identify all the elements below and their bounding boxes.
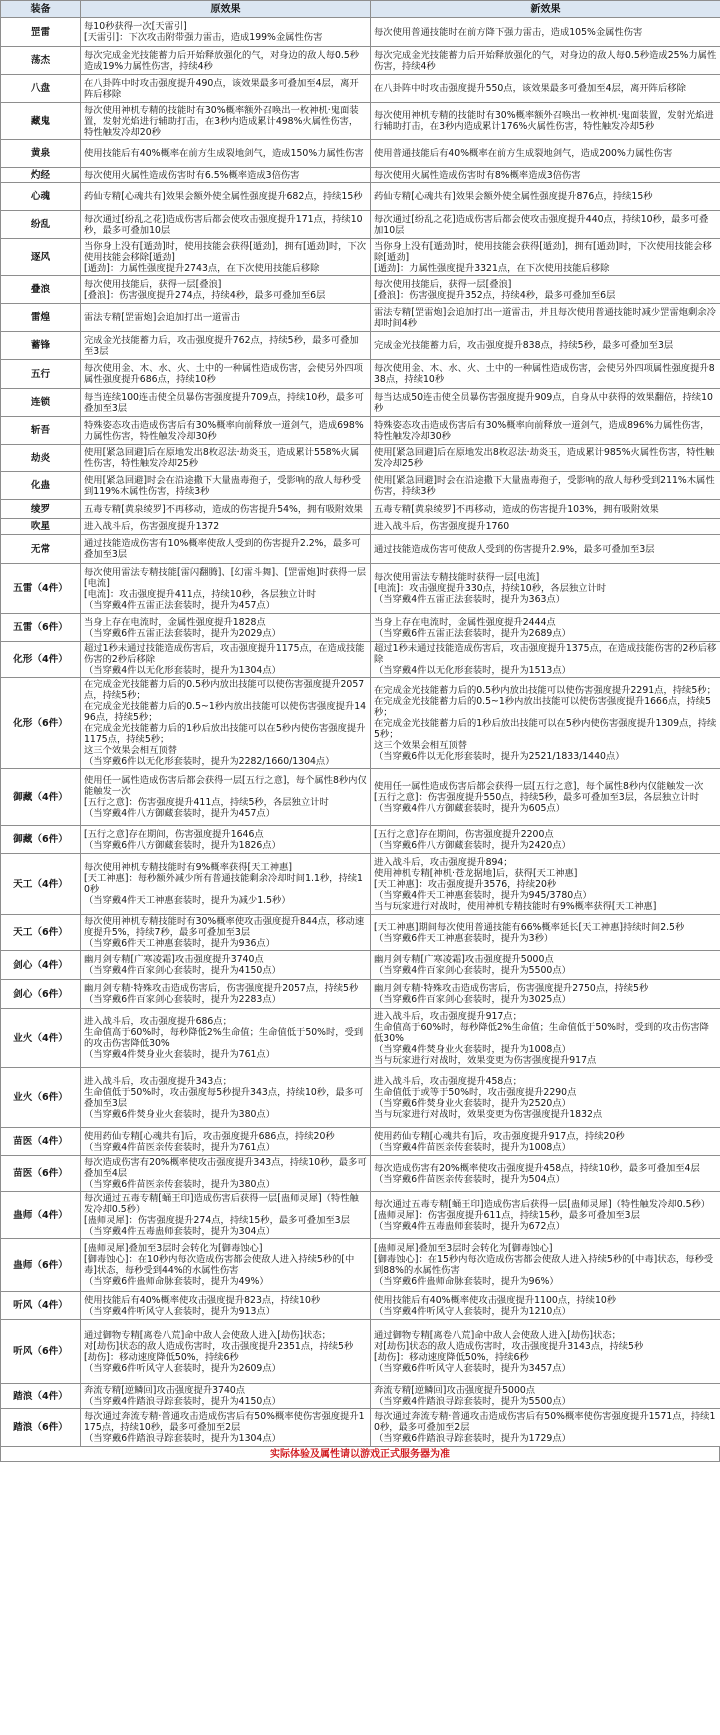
new-effect-cell: 五毒专精[黄泉绫罗]不再移动，造成的伤害提升103%，拥有吸附效果 [371, 500, 720, 519]
equipment-name: 业火（4件） [1, 1009, 81, 1068]
equipment-name: 苗医（4件） [1, 1128, 81, 1156]
table-row [1, 642, 720, 678]
table-row [1, 535, 720, 564]
new-effect-cell: 通过技能造成伤害可使敌人受到的伤害提升2.9%，最多可叠加至3层 [371, 535, 720, 564]
new-effect-cell: 进入战斗后，攻击强度提升894； 使用神机专精[神机·苍龙据地]后，获得[天工神惠] [天工神惠]：攻击强度提升3576，持续20秒 （当穿戴4件天工神惠套装时，提升为945/3780点） 当与玩家进行对战时，使用神机专精技能时有9%概率获得[天工神惠] [371, 854, 720, 915]
table-row [1, 519, 720, 535]
header-equipment: 装备 [1, 1, 81, 18]
original-effect-cell: 幽月剑专精·特殊攻击造成伤害后，伤害强度提升2057点，持续5秒 （当穿戴6件百家剑心套装时，提升为2283点） [81, 980, 371, 1009]
new-effect-cell: 每次使用火属性造成伤害时有8%概率造成3倍伤害 [371, 168, 720, 183]
new-effect-cell: 使用任一属性造成伤害后都会获得一层[五行之意]，每个属性8秒内仅能触发一次 [五行之意]：伤害强度提升550点，持续5秒，最多可叠加至3层，各层独立计时 （当穿戴4件八方御藏套装时，提升为605点） [371, 769, 720, 826]
new-effect-cell: 在完成金光技能蓄力后的0.5秒内放出技能可以使伤害强度提升2291点，持续5秒； 在完成金光技能蓄力后的0.5~1秒内放出技能可以使伤害强度提升1666点，持续5秒； 在完成金光技能蓄力后的1秒后放出技能可以在5秒内使伤害强度提升1309点，持续5秒； 这三个效果会相互顶替 （当穿戴6件以无化形套装时，提升为2521/1833/1440点） [371, 678, 720, 769]
table-row [1, 1009, 720, 1068]
new-effect-cell: 药仙专精[心魂共有]效果会额外使全属性强度提升876点，持续15秒 [371, 183, 720, 211]
original-effect-cell: 药仙专精[心魂共有]效果会额外使全属性强度提升682点，持续15秒 [81, 183, 371, 211]
original-effect-cell: 进入战斗后，伤害强度提升1372 [81, 519, 371, 535]
new-effect-cell: 使用普通技能后有40%概率在前方生成裂地剑气，造成200%力属性伤害 [371, 140, 720, 168]
original-effect-cell: 每次通过奔流专精·普通攻击造成伤害后有50%概率使伤害强度提升1175点，持续10秒，最多可叠加至2层 （当穿戴6件踏浪寻踪套装时，提升为1304点） [81, 1409, 371, 1447]
original-effect-cell: 每次完成金光技能蓄力后开始释放强化的气，对身边的敌人每0.5秒造成19%力属性伤害，持续4秒 [81, 47, 371, 75]
new-effect-cell: [蛊师灵犀]叠加至3层时会转化为[御毒蚀心] [御毒蚀心]：在15秒内每次造成伤害都会使敌人进入持续5秒的[中毒]状态，每秒受到88%的水属性伤害 （当穿戴6件蛊师命脉套装时，提升为96%） [371, 1239, 720, 1292]
equipment-name: 御藏（6件） [1, 826, 81, 854]
equipment-name: 逐风 [1, 239, 81, 276]
original-effect-cell: 通过御物专精[离卷八荒]命中敌人会使敌人进入[劫伤]状态； 对[劫伤]状态的敌人造成伤害时，攻击强度提升2351点，持续5秒 [劫伤]：移动速度降低50%，持续6秒 （当穿戴6件听风守人套装时，提升为2609点） [81, 1320, 371, 1384]
table-row [1, 915, 720, 951]
table-row [1, 417, 720, 445]
equipment-name: 天工（6件） [1, 915, 81, 951]
table-row [1, 1320, 720, 1384]
original-effect-cell: 幽月剑专精[广寒凌霜]攻击强度提升3740点 （当穿戴4件百家剑心套装时，提升为4150点） [81, 951, 371, 980]
table-row [1, 951, 720, 980]
new-effect-cell: 在八卦阵中时攻击强度提升550点，该效果最多可叠加至4层，离开阵后移除 [371, 75, 720, 103]
equipment-name: 蛊师（6件） [1, 1239, 81, 1292]
table-row [1, 332, 720, 360]
original-effect-cell: 每次通过[纷乱之花]造成伤害后都会使攻击强度提升171点，持续10秒，最多可叠加10层 [81, 211, 371, 239]
original-effect-cell: 超过1秒未通过技能造成伤害后，攻击强度提升1175点，在造成技能伤害的2秒后移除 （当穿戴4件以无化形套装时，提升为1304点） [81, 642, 371, 678]
equipment-name: 剑心（6件） [1, 980, 81, 1009]
new-effect-cell: 每次造成伤害有20%概率使攻击强度提升458点，持续10秒，最多可叠加至4层 （当穿戴6件苗医亲传套装时，提升为504点） [371, 1156, 720, 1192]
table-row [1, 500, 720, 519]
equipment-name: 叠浪 [1, 276, 81, 304]
table-row [1, 360, 720, 389]
new-effect-cell: [五行之意]存在期间，伤害强度提升2200点 （当穿戴6件八方御藏套装时，提升为2420点） [371, 826, 720, 854]
header-original-effect: 原效果 [81, 1, 371, 18]
new-effect-cell: 每次使用技能后，获得一层[叠浪] [叠浪]：伤害强度提升352点，持续4秒，最多可叠加至6层 [371, 276, 720, 304]
original-effect-cell: 每次使用神机专精技能时有9%概率获得[天工神惠] [天工神惠]：每秒额外减少所有普通技能剩余冷却时间1.1秒，持续10秒 （当穿戴4件天工神惠套装时，提升为减少1.5秒） [81, 854, 371, 915]
original-effect-cell: 当你身上没有[遁劲]时，使用技能会获得[遁劲]，拥有[遁劲]时，下次使用技能会移除[遁劲] [遁劲]：力属性强度提升2743点，在下次使用技能后移除 [81, 239, 371, 276]
new-effect-cell: 特殊姿态攻击造成伤害后有30%概率向前释放一道剑气，造成896%力属性伤害，特性触发冷却30秒 [371, 417, 720, 445]
equipment-name: 纷乱 [1, 211, 81, 239]
original-effect-cell: 在完成金光技能蓄力后的0.5秒内放出技能可以使伤害强度提升2057点，持续5秒； 在完成金光技能蓄力后的0.5~1秒内放出技能可以使伤害强度提升1496点，持续5秒； 在完成金光技能蓄力后的1秒后放出技能可以在5秒内使伤害强度提升1175点，持续5秒； 这三个效果会相互顶替 （当穿戴6件以无化形套装时，提升为2282/1660/1304点） [81, 678, 371, 769]
new-effect-cell: 当身上存在电流时，金属性强度提升2444点 （当穿戴6件五雷正法套装时，提升为2689点） [371, 614, 720, 642]
new-effect-cell: 完成金光技能蓄力后，攻击强度提升838点，持续5秒，最多可叠加至3层 [371, 332, 720, 360]
table-row [1, 103, 720, 140]
table-row [1, 1068, 720, 1128]
original-effect-cell: 每10秒获得一次[天雷引] [天雷引]：下次攻击附带强力雷击，造成199%金属性伤害 [81, 18, 371, 47]
original-effect-cell: 每次使用火属性造成伤害时有6.5%概率造成3倍伤害 [81, 168, 371, 183]
table-row [1, 1384, 720, 1409]
original-effect-cell: 使用技能后有40%概率在前方生成裂地剑气，造成150%力属性伤害 [81, 140, 371, 168]
original-effect-cell: 使用[紧急回避]后在原地发出8枚忍法·劫炎玉，造成累计558%火属性伤害，特性触发冷却25秒 [81, 445, 371, 472]
table-row [1, 980, 720, 1009]
equipment-name: 心魂 [1, 183, 81, 211]
table-row [1, 1409, 720, 1447]
equipment-name: 业火（6件） [1, 1068, 81, 1128]
table-row [1, 304, 720, 332]
new-effect-cell: 使用技能后有40%概率使攻击强度提升1100点，持续10秒 （当穿戴4件听风守人套装时，提升为1210点） [371, 1292, 720, 1320]
equipment-name: 五雷（6件） [1, 614, 81, 642]
new-effect-cell: 使用药仙专精[心魂共有]后，攻击强度提升917点，持续20秒 （当穿戴4件苗医亲传套装时，提升为1008点） [371, 1128, 720, 1156]
equipment-name: 听风（6件） [1, 1320, 81, 1384]
equipment-name: 化蛊 [1, 472, 81, 500]
equipment-name: 五雷（4件） [1, 564, 81, 614]
equipment-name: 蓄锋 [1, 332, 81, 360]
table-row [1, 564, 720, 614]
table-row [1, 47, 720, 75]
new-effect-cell: 雷法专精[罡雷炮]会追加打出一道雷击，并且每次使用普通技能时减少罡雷炮剩余冷却时间4秒 [371, 304, 720, 332]
equipment-name: 荡杰 [1, 47, 81, 75]
original-effect-cell: 完成金光技能蓄力后，攻击强度提升762点，持续5秒，最多可叠加至3层 [81, 332, 371, 360]
new-effect-cell: 进入战斗后，伤害强度提升1760 [371, 519, 720, 535]
original-effect-cell: 每次使用神机专精技能时有30%概率使攻击强度提升844点，移动速度提升5%，持续7秒，最多可叠加至3层 （当穿戴6件天工神惠套装时，提升为936点） [81, 915, 371, 951]
original-effect-cell: 当身上存在电流时，金属性强度提升1828点 （当穿戴6件五雷正法套装时，提升为2029点） [81, 614, 371, 642]
original-effect-cell: 使用技能后有40%概率使攻击强度提升823点，持续10秒 （当穿戴4件听风守人套装时，提升为913点） [81, 1292, 371, 1320]
new-effect-cell: 超过1秒未通过技能造成伤害后，攻击强度提升1375点，在造成技能伤害的2秒后移除 （当穿戴4件以无化形套装时，提升为1513点） [371, 642, 720, 678]
original-effect-cell: [蛊师灵犀]叠加至3层时会转化为[御毒蚀心] [御毒蚀心]：在10秒内每次造成伤害都会使敌人进入持续5秒的[中毒]状态，每秒受到44%的水属性伤害 （当穿戴6件蛊师命脉套装时，提升为49%） [81, 1239, 371, 1292]
table-row [1, 389, 720, 417]
new-effect-cell: 进入战斗后，攻击强度提升458点； 生命值低于或等于50%时，攻击强度提升2290点 （当穿戴6件焚身业火套装时，提升为2520点） 当与玩家进行对战时，效果变更为伤害强度提升1832点 [371, 1068, 720, 1128]
equipment-name: 无常 [1, 535, 81, 564]
new-effect-cell: 使用[紧急回避]时会在沿途撒下大量蛊毒孢子，受影响的敌人每秒受到211%木属性伤害，持续3秒 [371, 472, 720, 500]
equipment-name: 斩吾 [1, 417, 81, 445]
original-effect-cell: 每次使用金、木、水、火、土中的一种属性造成伤害，会使另外四项属性强度提升686点，持续10秒 [81, 360, 371, 389]
new-effect-cell: 每次使用雷法专精技能时获得一层[电流] [电流]：攻击强度提升330点，持续10秒，各层独立计时 （当穿戴4件五雷正法套装时，提升为363点） [371, 564, 720, 614]
equipment-name: 雷煌 [1, 304, 81, 332]
new-effect-cell: 每次使用金、木、水、火、土中的一种属性造成伤害，会使另外四项属性强度提升838点，持续10秒 [371, 360, 720, 389]
new-effect-cell: 幽月剑专精·特殊攻击造成伤害后，伤害强度提升2750点，持续5秒 （当穿戴6件百家剑心套装时，提升为3025点） [371, 980, 720, 1009]
table-body [1, 18, 720, 1447]
original-effect-cell: 每当连续100连击使全员暴伤害强度提升709点，持续10秒，最多可叠加至3层 [81, 389, 371, 417]
equipment-name: 踏浪（6件） [1, 1409, 81, 1447]
table-row [1, 168, 720, 183]
original-effect-cell: 在八卦阵中时攻击强度提升490点，该效果最多可叠加至4层，离开阵后移除 [81, 75, 371, 103]
equipment-name: 天工（4件） [1, 854, 81, 915]
equipment-name: 听风（4件） [1, 1292, 81, 1320]
equipment-name: 化形（4件） [1, 642, 81, 678]
equipment-name: 连锁 [1, 389, 81, 417]
equipment-name: 踏浪（4件） [1, 1384, 81, 1409]
table-row [1, 1239, 720, 1292]
new-effect-cell: 每次通过[纷乱之花]造成伤害后都会使攻击强度提升440点，持续10秒，最多可叠加10层 [371, 211, 720, 239]
equipment-name: 八盘 [1, 75, 81, 103]
original-effect-cell: 每次使用雷法专精技能[雷闪翻腾]、[幻雷斗舞]、[罡雷炮]时获得一层[电流] [电流]：攻击强度提升411点，持续10秒，各层独立计时 （当穿戴4件五雷正法套装时，提升为457点） [81, 564, 371, 614]
original-effect-cell: 特殊姿态攻击造成伤害后有30%概率向前释放一道剑气，造成698%力属性伤害，特性触发冷却30秒 [81, 417, 371, 445]
new-effect-cell: 幽月剑专精[广寒凌霜]攻击强度提升5000点 （当穿戴4件百家剑心套装时，提升为5500点） [371, 951, 720, 980]
table-row [1, 239, 720, 276]
original-effect-cell: 每次造成伤害有20%概率使攻击强度提升343点，持续10秒，最多可叠加至4层 （当穿戴6件苗医亲传套装时，提升为380点） [81, 1156, 371, 1192]
equipment-name: 剑心（4件） [1, 951, 81, 980]
equipment-name: 灼经 [1, 168, 81, 183]
new-effect-cell: 每次完成金光技能蓄力后开始释放强化的气，对身边的敌人每0.5秒造成25%力属性伤害，持续4秒 [371, 47, 720, 75]
table-row [1, 1292, 720, 1320]
original-effect-cell: 进入战斗后，攻击强度提升686点； 生命值高于60%时，每秒降低2%生命值；生命值低于50%时，受到的攻击伤害降低30% （当穿戴4件焚身业火套装时，提升为761点） [81, 1009, 371, 1068]
table-row [1, 826, 720, 854]
equipment-name: 黄泉 [1, 140, 81, 168]
equipment-name: 吹星 [1, 519, 81, 535]
new-effect-cell: 当你身上没有[遁劲]时，使用技能会获得[遁劲]，拥有[遁劲]时，下次使用技能会移除[遁劲] [遁劲]：力属性强度提升3321点，在下次使用技能后移除 [371, 239, 720, 276]
new-effect-cell: [天工神惠]期间每次使用普通技能有66%概率延长[天工神惠]持续时间2.5秒 （当穿戴6件天工神惠套装时，提升为3秒） [371, 915, 720, 951]
table-row [1, 75, 720, 103]
original-effect-cell: 每次使用技能后，获得一层[叠浪] [叠浪]：伤害强度提升274点，持续4秒，最多可叠加至6层 [81, 276, 371, 304]
equipment-name: 罡雷 [1, 18, 81, 47]
new-effect-cell: 每次通过五毒专精[蛹王印]造成伤害后获得一层[蛊师灵犀]（特性触发冷却0.5秒） [蛊师灵犀]：伤害强度提升611点，持续15秒，最多可叠加至3层 （当穿戴4件五毒蛊师套装时，提升为672点） [371, 1192, 720, 1239]
equipment-name: 绫罗 [1, 500, 81, 519]
original-effect-cell: 使用药仙专精[心魂共有]后，攻击强度提升686点，持续20秒 （当穿戴4件苗医亲传套装时，提升为761点） [81, 1128, 371, 1156]
table-row [1, 183, 720, 211]
table-row [1, 140, 720, 168]
table-row [1, 211, 720, 239]
equipment-name: 蛊师（4件） [1, 1192, 81, 1239]
table-row [1, 472, 720, 500]
equipment-name: 御藏（4件） [1, 769, 81, 826]
new-effect-cell: 奔流专精[逆鳞回]攻击强度提升5000点 （当穿戴4件踏浪寻踪套装时，提升为5500点） [371, 1384, 720, 1409]
new-effect-cell: 进入战斗后，攻击强度提升917点； 生命值高于60%时，每秒降低2%生命值；生命值低于50%时，受到的攻击伤害降低30% （当穿戴4件焚身业火套装时，提升为1008点） 当与玩家进行对战时，效果变更为伤害强度提升917点 [371, 1009, 720, 1068]
original-effect-cell: 通过技能造成伤害有10%概率使敌人受到的伤害提升2.2%，最多可叠加至3层 [81, 535, 371, 564]
original-effect-cell: 使用[紧急回避]时会在沿途撒下大量蛊毒孢子，受影响的敌人每秒受到119%木属性伤害，持续3秒 [81, 472, 371, 500]
disclaimer-footer: 实际体验及属性请以游戏正式服务器为准 [0, 1447, 720, 1462]
new-effect-cell: 使用[紧急回避]后在原地发出8枚忍法·劫炎玉，造成累计985%火属性伤害，特性触发冷却25秒 [371, 445, 720, 472]
equipment-name: 五行 [1, 360, 81, 389]
new-effect-cell: 每次通过奔流专精·普通攻击造成伤害后有50%概率使伤害强度提升1571点，持续10秒，最多可叠加至2层 （当穿戴6件踏浪寻踪套装时，提升为1729点） [371, 1409, 720, 1447]
table-row [1, 769, 720, 826]
table-row [1, 445, 720, 472]
original-effect-cell: [五行之意]存在期间，伤害强度提升1646点 （当穿戴6件八方御藏套装时，提升为1826点） [81, 826, 371, 854]
original-effect-cell: 五毒专精[黄泉绫罗]不再移动，造成的伤害提升54%，拥有吸附效果 [81, 500, 371, 519]
original-effect-cell: 每次使用神机专精的技能时有30%概率额外召唤出一枚神机·鬼面装置，发射光焰进行辅助打击，在3秒内造成累计498%火属性伤害，特性触发冷却20秒 [81, 103, 371, 140]
table-header-row [1, 1, 720, 18]
table-row [1, 1156, 720, 1192]
table-row [1, 276, 720, 304]
original-effect-cell: 进入战斗后，攻击强度提升343点； 生命值低于50%时，攻击强度每5秒提升343点，持续10秒，最多可叠加至3层 （当穿戴6件焚身业火套装时，提升为380点） [81, 1068, 371, 1128]
new-effect-cell: 每次使用普通技能时在前方降下强力雷击，造成105%金属性伤害 [371, 18, 720, 47]
original-effect-cell: 每次通过五毒专精[蛹王印]造成伤害后获得一层[蛊师灵犀]（特性触发冷却0.5秒） [蛊师灵犀]：伤害强度提升274点，持续15秒，最多可叠加至3层 （当穿戴4件五毒蛊师套装时，提升为304点） [81, 1192, 371, 1239]
original-effect-cell: 雷法专精[罡雷炮]会追加打出一道雷击 [81, 304, 371, 332]
table-row [1, 854, 720, 915]
table-row [1, 18, 720, 47]
new-effect-cell: 每次使用神机专精的技能时有30%概率额外召唤出一枚神机·鬼面装置，发射光焰进行辅助打击，在3秒内造成累计176%火属性伤害，特性触发冷却5秒 [371, 103, 720, 140]
table-row [1, 614, 720, 642]
equipment-name: 劫炎 [1, 445, 81, 472]
new-effect-cell: 通过御物专精[离卷八荒]命中敌人会使敌人进入[劫伤]状态； 对[劫伤]状态的敌人造成伤害时，攻击强度提升3143点，持续5秒 [劫伤]：移动速度降低50%，持续6秒 （当穿戴6件听风守人套装时，提升为3457点） [371, 1320, 720, 1384]
table-row [1, 678, 720, 769]
new-effect-cell: 每当达成50连击使全员暴伤害强度提升909点，自身从中获得的效果翻倍，持续10秒 [371, 389, 720, 417]
table-row [1, 1192, 720, 1239]
original-effect-cell: 使用任一属性造成伤害后都会获得一层[五行之意]，每个属性8秒内仅能触发一次 [五行之意]：伤害强度提升411点，持续5秒，各层独立计时 （当穿戴4件八方御藏套装时，提升为457点） [81, 769, 371, 826]
table-row [1, 1128, 720, 1156]
equipment-name: 苗医（6件） [1, 1156, 81, 1192]
equipment-name: 化形（6件） [1, 678, 81, 769]
equipment-name: 藏鬼 [1, 103, 81, 140]
original-effect-cell: 奔流专精[逆鳞回]攻击强度提升3740点 （当穿戴4件踏浪寻踪套装时，提升为4150点） [81, 1384, 371, 1409]
header-new-effect: 新效果 [371, 1, 720, 18]
